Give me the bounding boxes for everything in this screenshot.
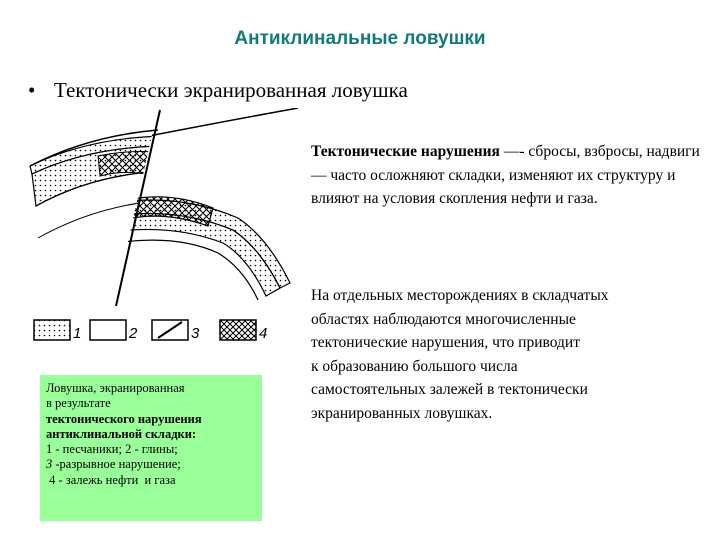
term-tectonic-disturbances: Тектонические нарушения (311, 143, 500, 160)
trap-diagram (28, 108, 303, 308)
paragraph-text: —- сбросы, взбросы, надвиги — часто осложняют складки, изменяют их структуру и влияют на условия скопления нефти и газа. (311, 143, 700, 207)
bullet-item (28, 78, 408, 103)
legend-item-sandstone (34, 320, 81, 342)
caption-line: в результате (46, 396, 111, 411)
caption-line: 4 - залежь нефти и газа (46, 472, 176, 487)
svg-text:3: 3 (191, 325, 200, 342)
caption-line-bold: антиклинальной складки: (46, 426, 197, 441)
caption-line-bold: тектонического нарушения (46, 411, 202, 426)
bullet-text: Тектонически экранированная ловушка (54, 78, 408, 102)
bullet-dot-icon: • (28, 78, 36, 102)
right-block (88, 108, 298, 300)
caption-box (40, 375, 262, 521)
svg-text:4: 4 (259, 325, 268, 342)
paragraph-faults (311, 140, 706, 211)
paragraph-fold-regions: На отдельных месторождениях в складчатых областях наблюдаются многочисленные тектонические нарушения, что приводит к образованию большого числа самостоятельных залежей в тектонически экранированных ловушках. (311, 287, 609, 422)
caption-line: 1 - песчаники; 2 - глины; (46, 442, 178, 457)
caption-line: Ловушка, экранированная (46, 381, 185, 395)
legend-item-clay (90, 320, 138, 342)
svg-text:2: 2 (129, 325, 138, 342)
legend-item-oil-gas (220, 320, 267, 342)
legend-item-fault (152, 320, 200, 342)
diagram-legend (32, 318, 277, 344)
caption-line (46, 457, 256, 472)
caption-number: 3 (46, 457, 53, 472)
svg-text:1: 1 (73, 325, 82, 342)
slide-title: Антиклинальные ловушки (234, 28, 486, 49)
caption-text: -разрывное нарушение; (52, 457, 181, 472)
